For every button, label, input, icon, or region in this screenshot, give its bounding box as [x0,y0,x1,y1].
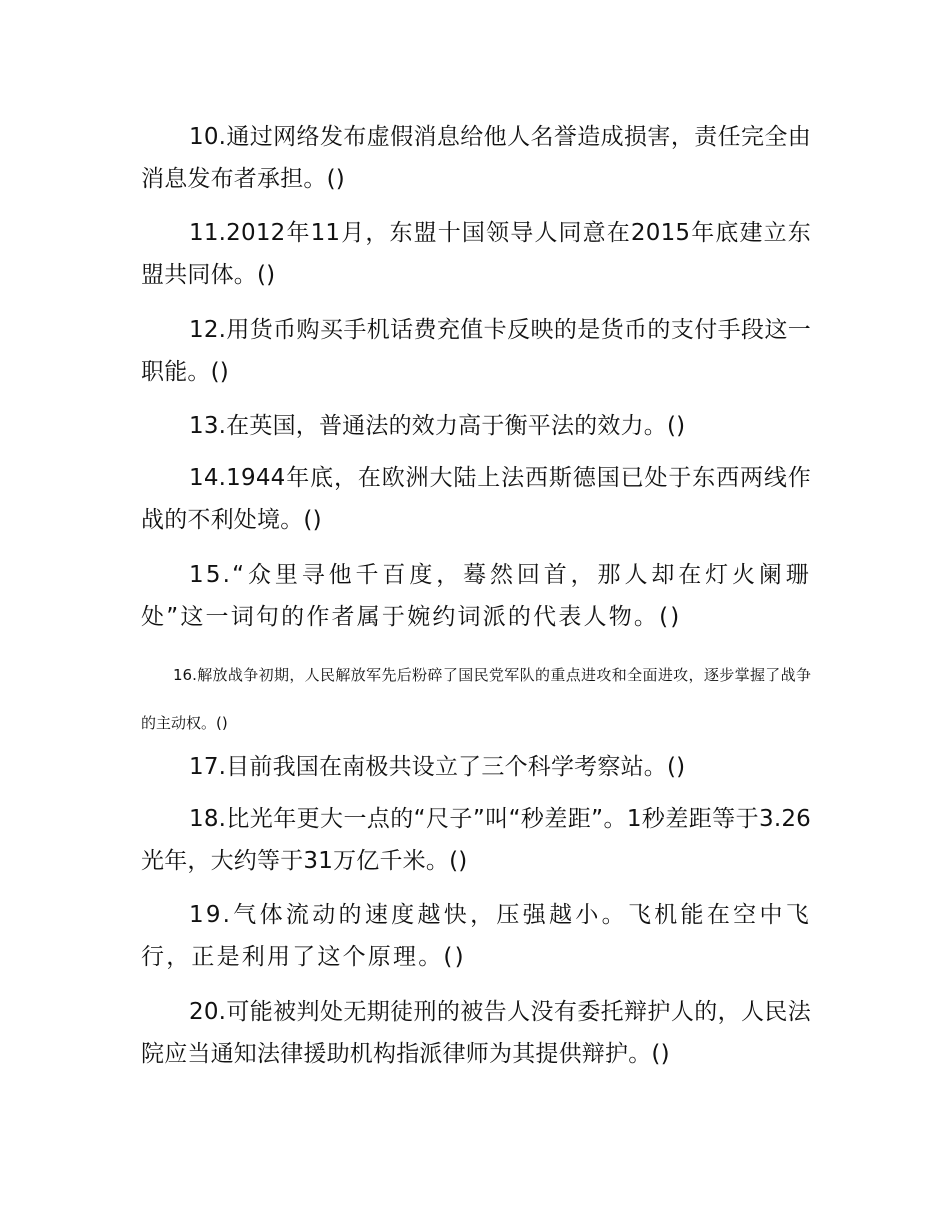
question-17: 17.目前我国在南极共设立了三个科学考察站。() [189,754,686,780]
question-10: 10.通过网络发布虚假消息给他人名誉造成损害，责任完全由消息发布者承担。() [141,124,811,192]
question-15: 15.“众里寻他千百度，蓦然回首，那人却在灯火阑珊处”这一词句的作者属于婉约词派的代表人物。() [141,562,811,630]
question-11: 11.2012年11月，东盟十国领导人同意在2015年底建立东盟共同体。() [141,220,811,288]
question-19: 19.气体流动的速度越快，压强越小。飞机能在空中飞行，正是利用了这个原理。() [141,902,811,970]
question-16: 16.解放战争初期，人民解放军先后粉碎了国民党军队的重点进攻和全面进攻，逐步掌握了战争的主动权。() [141,666,811,732]
question-12: 12.用货币购买手机话费充值卡反映的是货币的支付手段这一职能。() [141,317,811,385]
question-14: 14.1944年底，在欧洲大陆上法西斯德国已处于东西两线作战的不利处境。() [141,465,811,533]
question-18: 18.比光年更大一点的“尺子”叫“秒差距”。1秒差距等于3.26光年，大约等于31万亿千米。() [141,806,811,874]
question-13: 13.在英国，普通法的效力高于衡平法的效力。() [189,413,686,439]
question-20: 20.可能被判处无期徒刑的被告人没有委托辩护人的，人民法院应当通知法律援助机构指派律师为其提供辩护。() [141,999,811,1067]
